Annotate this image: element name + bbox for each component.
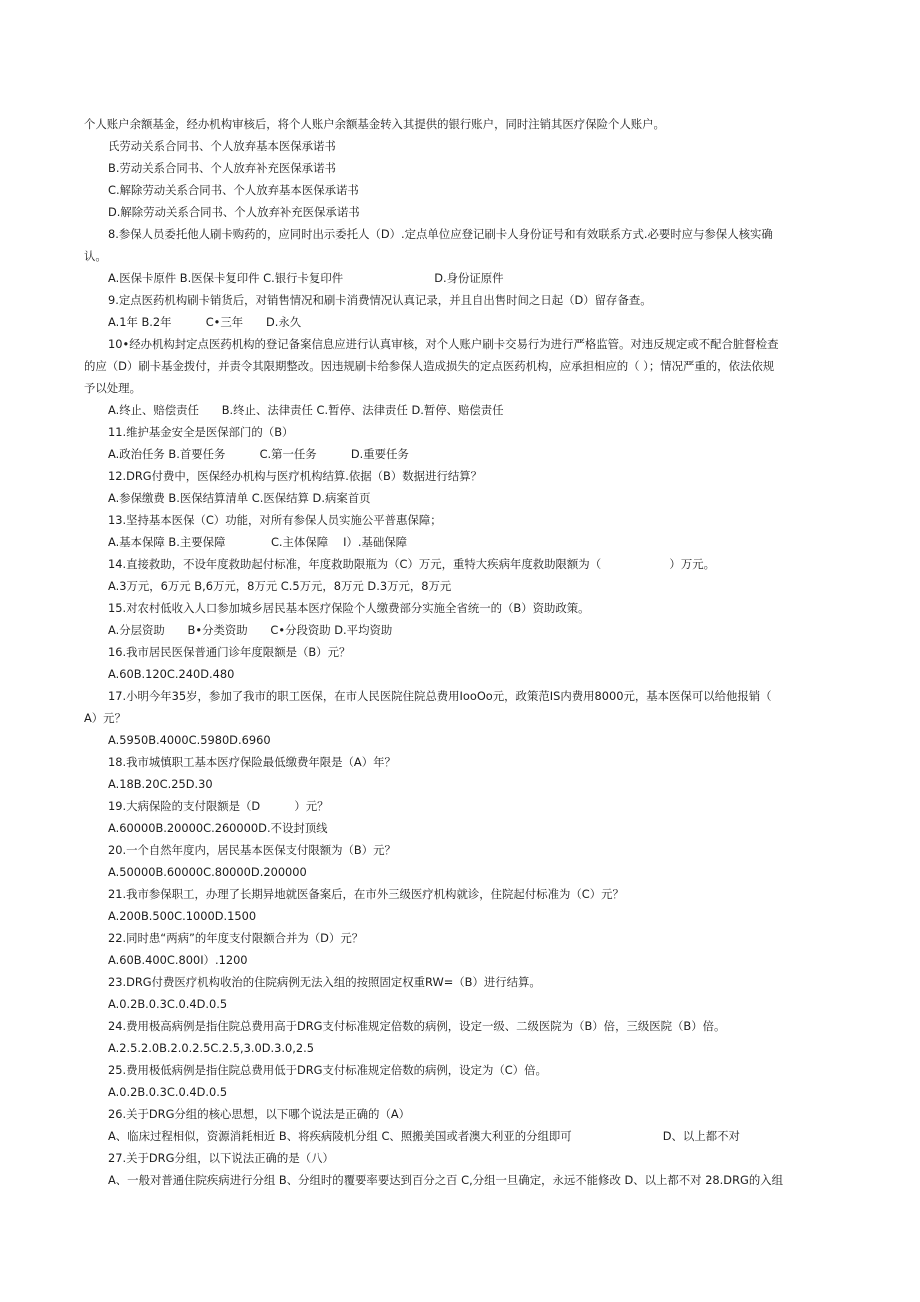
option-line: A.参保缴费 B.医保结算清单 C.医保结算 D.病案首页 [108,491,371,505]
option-line: A.60B.120C.240D.480 [108,667,235,681]
option-line: A.终止、赔偿责任 B.终止、法律责任 C.暂停、法律责任 D.暂停、赔偿责任 [108,403,504,417]
question-continuation: 认。 [84,249,107,263]
option-line: B.劳动关系合同书、个人放弃补充医保承诺书 [108,161,336,175]
question-continuation: A）元？ [84,711,126,725]
question-continuation: 予以处理。 [84,381,141,395]
option-line: A.2.5.2.0B.2.0.2.5C.2.5,3.0D.3.0,2.5 [108,1041,315,1055]
option-line: A.0.2B.0.3C.0.4D.0.5 [108,1085,228,1099]
question-continuation: 的应（D）刷卡基金拨付，并责令其限期整改。因违规刷卡给参保人造成损失的定点医药机构，应承担相应的（ ）；情况严重的，依法依规 [84,359,775,373]
question-line: 8.参保人员委托他人刷卡购药的，应同时出示委托人（D）.定点单位应登记刷卡人身份证号和有效联系方式.必要时应与参保人核实确 [108,227,773,241]
question-line: 22.同时患“两病”的年度支付限额合并为（D）元？ [108,931,364,945]
option-line: A.50000B.60000C.80000D.200000 [108,865,307,879]
option-line: A.60000B.20000C.260000D.不设封顶线 [108,821,328,835]
question-line: 23.DRG付费医疗机构收治的住院病例无法入组的按照固定权重RW=（B）进行结算。 [108,975,541,989]
option-line: A.政治任务 B.首要任务 C.第一任务 D.重要任务 [108,447,409,461]
question-line: 10•经办机构封定点医药机构的登记备案信息应进行认真审核，对个人账户刷卡交易行为进行严格监管。对违反规定或不配合脏督检查 [108,337,779,351]
option-line: A.18B.20C.25D.30 [108,777,213,791]
question-line: 9.定点医药机构刷卡销货后，对销售情况和刷卡消费情况认真记录，并且自出售时间之日起（D）留存备查。 [108,293,652,307]
question-line: 27.关于DRG分组，以下说法正确的是（八） [108,1151,334,1165]
question-line: 12.DRG付费中，医保经办机构与医疗机构结算.依据（B）数据进行结算？ [108,469,483,483]
option-line: A.200B.500C.1000D.1500 [108,909,257,923]
option-line: A.分层资助 B•分类资助 C•分段资助 D.平均资助 [108,623,393,637]
option-line: A.1年 B.2年 C•三年 D.永久 [108,315,302,329]
option-line: A.60B.400C.800I）.1200 [108,953,248,967]
question-line: 25.费用极低病例是指住院总费用低于DRG支付标准规定倍数的病例，设定为（C）倍。 [108,1063,547,1077]
option-line: A.基本保障 B.主要保障 C.主体保障 I）.基础保障 [108,535,408,549]
question-line: 17.小明今年35岁，参加了我市的职工医保，在市人民医院住院总费用IooOo元，政策范IS内费用8000元，基本医保可以给他报销（ [108,689,772,703]
question-line: 14.直接救助，不设年度救助起付标准，年度救助限瓶为（C）万元，重特大疾病年度救助限额为（ ）万元。 [108,557,715,571]
question-line: 20.一个自然年度内，居民基本医保支付限额为（B）元？ [108,843,396,857]
option-line: 氏劳动关系合同书、个人放弃基本医保承诺书 [108,139,336,153]
option-line: A、一般对普通住院疾病进行分组 B、分组时的覆要率要达到百分之百 C,分组一旦确定，永远不能修改 D、以上都不对 28.DRG的入组 [108,1173,783,1187]
question-line: 26.关于DRG分组的核心思想，以下哪个说法是正确的（A） [108,1107,411,1121]
question-line: 24.费用极高病例是指住院总费用高于DRG支付标准规定倍数的病例，设定一级、二级医院为（B）倍，三级医院（B）倍。 [108,1019,726,1033]
question-line: 13.坚持基本医保（C）功能，对所有参保人员实施公平普惠保障； [108,513,442,527]
option-line: A.5950B.4000C.5980D.6960 [108,733,271,747]
question-line: 15.对农村低收入人口参加城乡居民基本医疗保险个人缴费部分实施全省统一的（B）资助政策。 [108,601,590,615]
question-line: 21.我市参保职工，办理了长期异地就医备案后，在市外三级医疗机构就诊，住院起付标准为（C）元？ [108,887,624,901]
question-line: 16.我市居民医保普通门诊年度限额是（B）元？ [108,645,351,659]
question-line: 19.大病保险的支付限额是（D ）元？ [108,799,329,813]
option-line: A.0.2B.0.3C.0.4D.0.5 [108,997,228,1011]
option-line: A.3万元，6万元 B,6万元，8万元 C.5万元，8万元 D.3万元，8万元 [108,579,452,593]
question-line: 11.维护基金安全是医保部门的（B） [108,425,294,439]
question-line: 18.我市城慎职工基本医疗保险最低缴费年限是（A）年？ [108,755,396,769]
option-line: A.医保卡原件 B.医保卡复印件 C.银行卡复印件 D.身份证原件 [108,271,504,285]
option-line: C.解除劳动关系合同书、个人放弃基本医保承诺书 [108,183,359,197]
option-line: A、临床过程相似，资源消耗相近 B、将疾病陵机分组 C、照搬美国或者澳大利亚的分组即可 D、以上都不对 [108,1129,740,1143]
paragraph-line: 个人账户余额基金，经办机构审核后，将个人账户余额基金转入其提供的银行账户，同时注销其医疗保险个人账户。 [84,117,665,131]
option-line: D.解除劳动关系合同书、个人放弃补充医保承诺书 [108,205,360,219]
